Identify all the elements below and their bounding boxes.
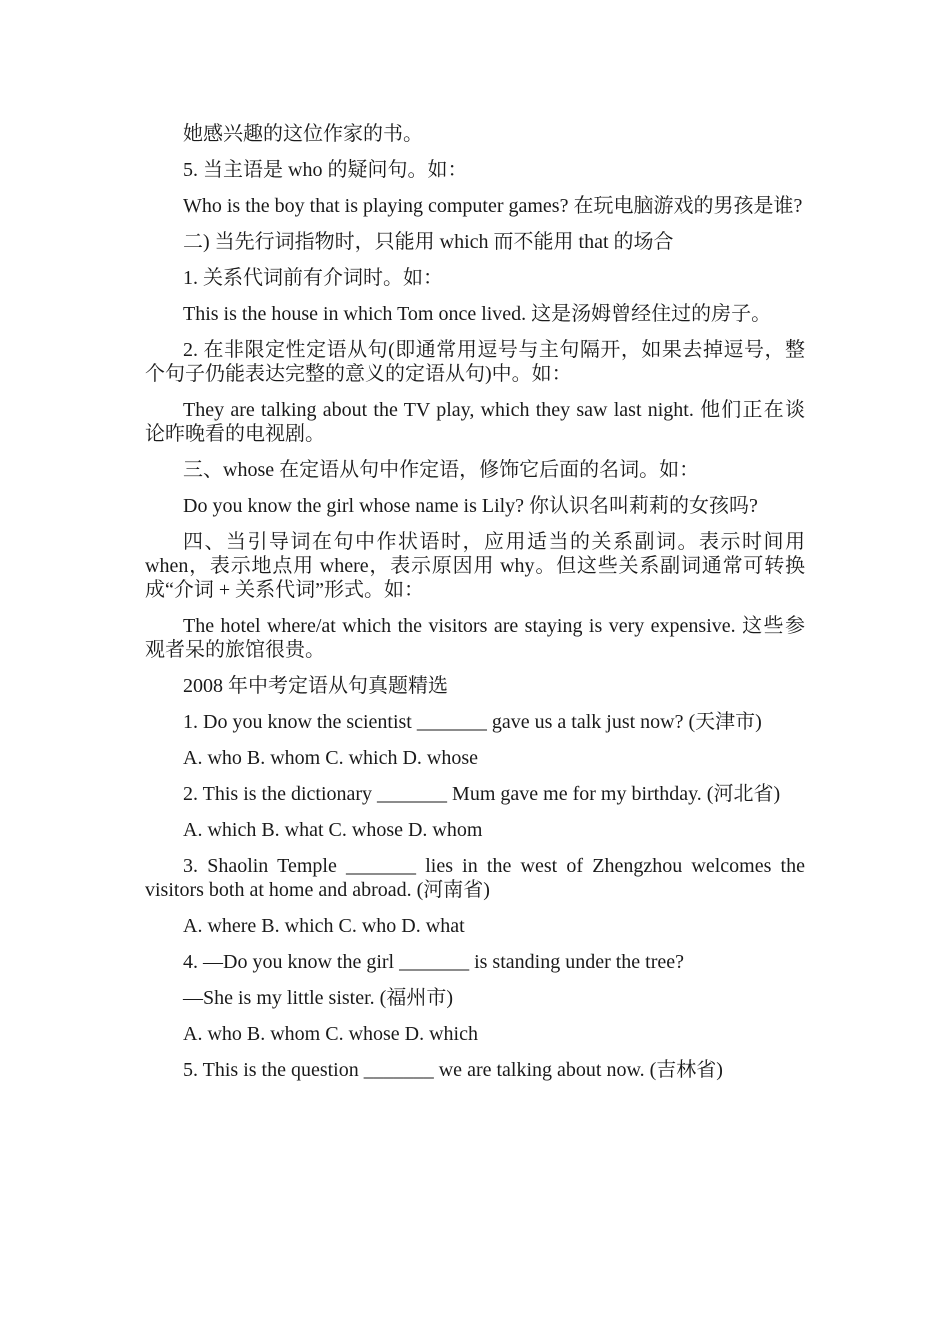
question-1-options: A. who B. whom C. which D. whose	[183, 747, 478, 769]
paragraph-11: 四、当引导词在句中作状语时，应用适当的关系副词。表示时间用 when，表示地点用 where，表示原因用 why。但这些关系副词通常可转换成“介词 + 关系代词”形式。如：	[145, 531, 805, 601]
question-4: 4. —Do you know the girl _______ is standing under the tree?	[183, 951, 685, 973]
document-page	[145, 122, 805, 1094]
question-4-options: A. who B. whom C. whose D. which	[183, 1023, 478, 1045]
paragraph-9: 三、whose 在定语从句中作定语，修饰它后面的名词。如：	[183, 459, 700, 481]
paragraph-5: 1. 关系代词前有介词时。如：	[183, 267, 443, 289]
question-5: 5. This is the question _______ we are talking about now. (吉林省)	[183, 1059, 723, 1081]
paragraph-7: 2. 在非限定性定语从句(即通常用逗号与主句隔开，如果去掉逗号，整个句子仍能表达完整的意义的定语从句)中。如：	[145, 339, 805, 385]
paragraph-2: 5. 当主语是 who 的疑问句。如：	[183, 159, 468, 181]
paragraph-8: They are talking about the TV play, which they saw last night. 他们正在谈论昨晚看的电视剧。	[145, 399, 805, 445]
question-1: 1. Do you know the scientist _______ gave us a talk just now? (天津市)	[183, 711, 762, 733]
question-4-answer: —She is my little sister. (福州市)	[183, 987, 453, 1009]
question-3-options: A. where B. which C. who D. what	[183, 915, 465, 937]
paragraph-12: The hotel where/at which the visitors are staying is very expensive. 这些参观者呆的旅馆很贵。	[145, 615, 805, 661]
section-heading: 2008 年中考定语从句真题精选	[183, 675, 448, 697]
paragraph-3: Who is the boy that is playing computer games? 在玩电脑游戏的男孩是谁?	[183, 195, 803, 217]
paragraph-6: This is the house in which Tom once lived. 这是汤姆曾经住过的房子。	[183, 303, 772, 325]
question-3: 3. Shaolin Temple _______ lies in the west of Zhengzhou welcomes the visitors both at home and abroad. (河南省)	[145, 855, 805, 901]
paragraph-1: 她感兴趣的这位作家的书。	[183, 123, 423, 145]
paragraph-10: Do you know the girl whose name is Lily? 你认识名叫莉莉的女孩吗?	[183, 495, 758, 517]
paragraph-4: 二) 当先行词指物时，只能用 which 而不能用 that 的场合	[183, 231, 674, 253]
question-2: 2. This is the dictionary _______ Mum gave me for my birthday. (河北省)	[183, 783, 781, 805]
question-2-options: A. which B. what C. whose D. whom	[183, 819, 483, 841]
